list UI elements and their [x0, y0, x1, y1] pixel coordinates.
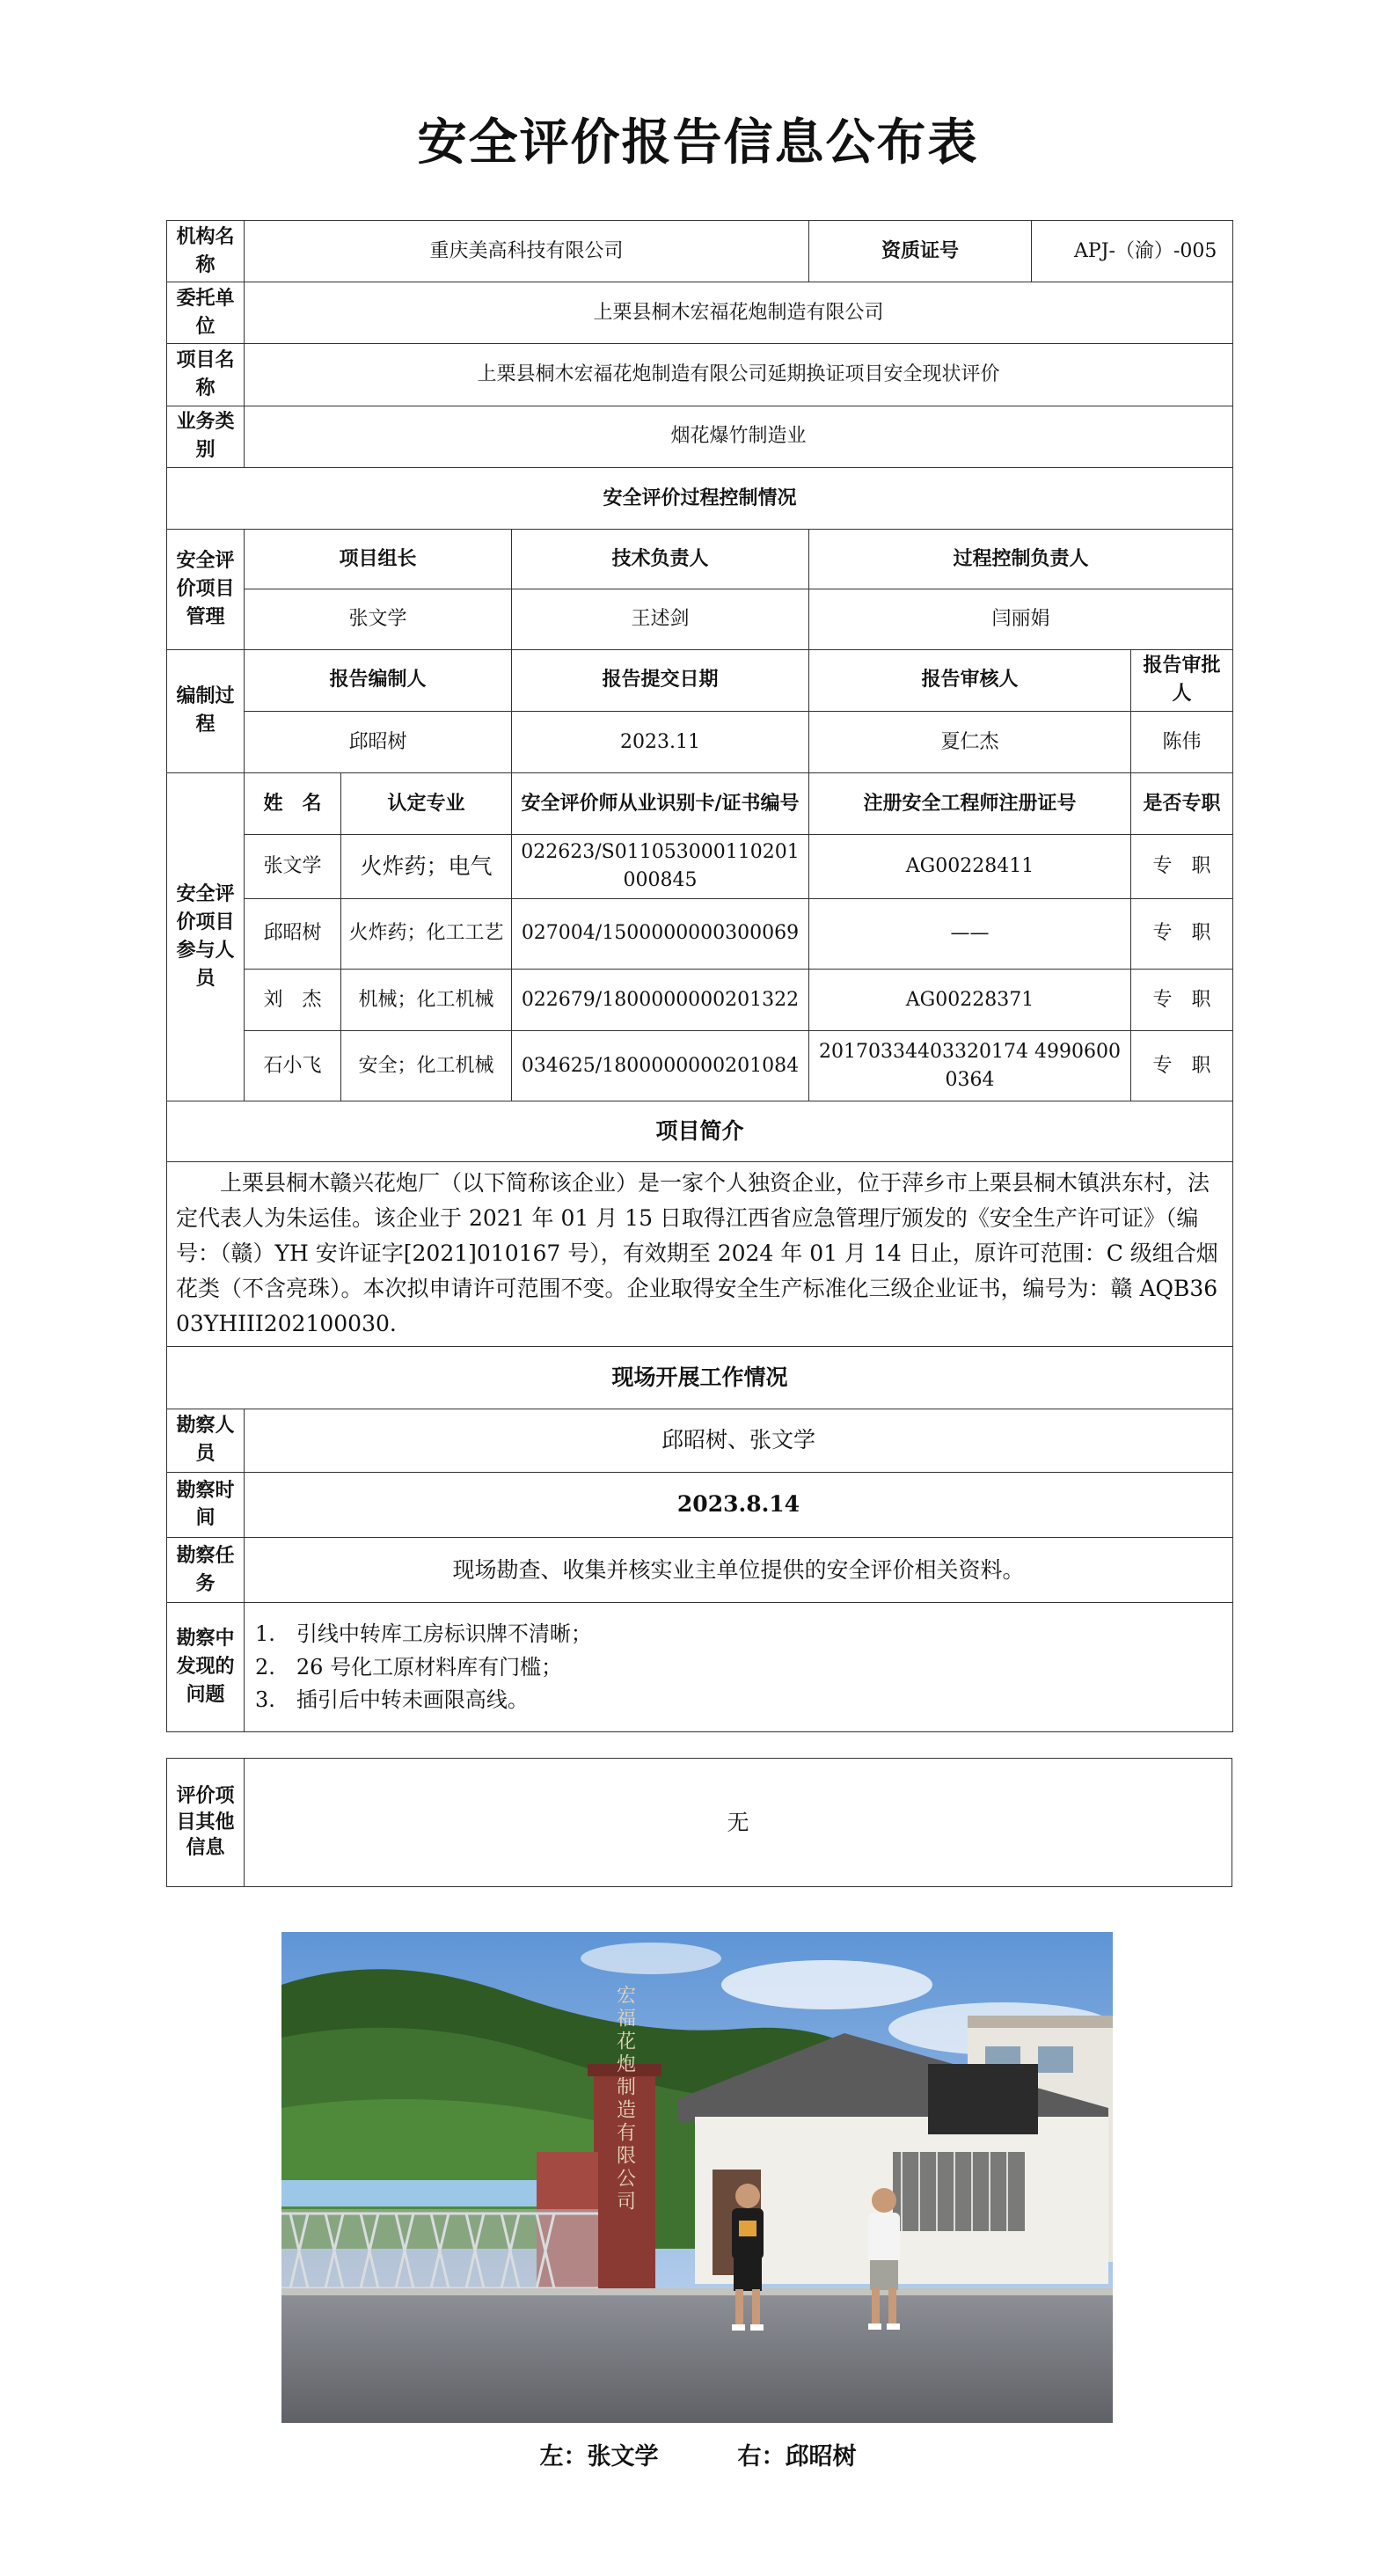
participant-major: 火炸药；电气	[341, 835, 512, 898]
management-value-row	[167, 589, 1233, 649]
participant-full: 专 职	[1131, 969, 1233, 1030]
participant-row	[167, 1031, 1233, 1101]
participant-major: 机械；化工机械	[341, 969, 512, 1030]
other-info-table	[166, 1758, 1232, 1887]
site-time-label: 勘察时间	[167, 1472, 245, 1537]
compile-header-row	[167, 649, 1233, 711]
participants-header-name: 姓 名	[245, 773, 341, 835]
participant-name: 张文学	[245, 835, 341, 898]
participants-header-full: 是否专职	[1131, 773, 1233, 835]
client-value: 上栗县桐木宏福花炮制造有限公司	[245, 282, 1233, 344]
participant-full: 专 职	[1131, 835, 1233, 898]
caption-right: 右：邱昭树	[737, 2443, 857, 2470]
participant-reg: 20170334403320174 49906000364	[809, 1031, 1131, 1101]
project-row	[167, 344, 1233, 406]
participant-row	[167, 835, 1233, 898]
management-header-row	[167, 530, 1233, 589]
participants-label: 安全评价项目参与人员	[167, 773, 245, 1101]
compile-header-author: 报告编制人	[245, 649, 512, 711]
participant-reg: ——	[809, 898, 1131, 969]
participants-header-row	[167, 773, 1233, 835]
cert-value: APJ-（渝）-005	[1032, 221, 1233, 282]
issue-item: 1. 引线中转库工房标识牌不清晰；	[255, 1621, 592, 1647]
participant-name: 刘 杰	[245, 969, 341, 1030]
site-issues-label: 勘察中发现的问题	[167, 1603, 245, 1732]
compile-author: 邱昭树	[245, 711, 512, 772]
photo-caption	[0, 2437, 1396, 2471]
site-photo	[281, 1932, 1113, 2423]
org-value: 重庆美高科技有限公司	[245, 221, 809, 282]
caption-left: 左：张文学	[539, 2443, 659, 2470]
site-issues-row	[167, 1603, 1233, 1732]
management-label: 安全评价项目管理	[167, 530, 245, 649]
intro-heading: 项目简介	[167, 1101, 1233, 1161]
client-label: 委托单位	[167, 282, 245, 344]
business-value: 烟花爆竹制造业	[245, 406, 1233, 467]
info-table	[166, 220, 1233, 1732]
participant-card: 022623/S011053000110201000845	[512, 835, 809, 898]
management-header-control: 过程控制负责人	[809, 530, 1233, 589]
process-section-heading: 安全评价过程控制情况	[167, 467, 1233, 529]
cert-label: 资质证号	[809, 221, 1032, 282]
compile-label: 编制过程	[167, 649, 245, 772]
page-title: 安全评价报告信息公布表	[417, 114, 979, 172]
intro-text-row	[167, 1161, 1233, 1347]
site-task-row	[167, 1538, 1233, 1603]
intro-heading-row	[167, 1101, 1233, 1161]
other-info-label: 评价项目其他信息	[167, 1759, 245, 1887]
participant-full: 专 职	[1131, 898, 1233, 969]
participant-major: 火炸药；化工工艺	[341, 898, 512, 969]
process-section-row	[167, 467, 1233, 529]
issue-item: 2. 26 号化工原材料库有门槛；	[255, 1654, 563, 1680]
site-photo-illustration	[281, 1932, 1113, 2423]
gate-sign-text: 宏福花炮制造有限公司	[613, 1985, 636, 2214]
participants-header-reg: 注册安全工程师注册证号	[809, 773, 1131, 835]
site-task-label: 勘察任务	[167, 1538, 245, 1603]
participant-card: 027004/1500000000300069	[512, 898, 809, 969]
org-row	[167, 221, 1233, 282]
site-heading: 现场开展工作情况	[167, 1347, 1233, 1409]
participant-full: 专 职	[1131, 1031, 1233, 1101]
site-task-value: 现场勘查、收集并核实业主单位提供的安全评价相关资料。	[245, 1538, 1233, 1603]
compile-value-row	[167, 711, 1233, 772]
site-heading-row	[167, 1347, 1233, 1409]
participant-major: 安全；化工机械	[341, 1031, 512, 1101]
management-leader: 张文学	[245, 589, 512, 649]
org-label: 机构名称	[167, 221, 245, 282]
other-info-value: 无	[245, 1759, 1232, 1887]
site-issues-list	[245, 1603, 1233, 1732]
intro-text: 上栗县桐木赣兴花炮厂（以下简称该企业）是一家个人独资企业，位于萍乡市上栗县桐木镇洪东村，法定代表人为朱运佳。该企业于 2021 年 01 月 15 日取得江西省应急管理厅颁发的《安全生产许可证》（编号：（赣）YH 安许证字[2021]010167 号），有效期至 2024 年 01 月 14 日止，原许可范围：C 级组合烟花类（不含亮珠）。本次拟申请许可范围不变。企业取得安全生产标准化三级企业证书，编号为：赣 AQB3603YHIII202100030.	[167, 1161, 1233, 1347]
participant-name: 邱昭树	[245, 898, 341, 969]
compile-approver: 陈伟	[1131, 711, 1233, 772]
compile-header-approver: 报告审批人	[1131, 649, 1233, 711]
compile-header-date: 报告提交日期	[512, 649, 809, 711]
site-time-value: 2023.8.14	[245, 1472, 1233, 1537]
participant-name: 石小飞	[245, 1031, 341, 1101]
site-staff-row	[167, 1409, 1233, 1472]
participant-row	[167, 898, 1233, 969]
business-label: 业务类别	[167, 406, 245, 467]
client-row	[167, 282, 1233, 344]
participant-reg: AG00228411	[809, 835, 1131, 898]
site-time-row	[167, 1472, 1233, 1537]
compile-date: 2023.11	[512, 711, 809, 772]
management-control: 闫丽娟	[809, 589, 1233, 649]
site-staff-value: 邱昭树、张文学	[245, 1409, 1233, 1472]
participant-card: 034625/1800000000201084	[512, 1031, 809, 1101]
business-row	[167, 406, 1233, 467]
project-label: 项目名称	[167, 344, 245, 406]
management-header-tech: 技术负责人	[512, 530, 809, 589]
issue-item: 3. 插引后中转未画限高线。	[255, 1687, 529, 1712]
compile-reviewer: 夏仁杰	[809, 711, 1131, 772]
site-staff-label: 勘察人员	[167, 1409, 245, 1472]
management-header-leader: 项目组长	[245, 530, 512, 589]
participants-header-card: 安全评价师从业识别卡/证书编号	[512, 773, 809, 835]
participant-card: 022679/1800000000201322	[512, 969, 809, 1030]
project-value: 上栗县桐木宏福花炮制造有限公司延期换证项目安全现状评价	[245, 344, 1233, 406]
participant-reg: AG00228371	[809, 969, 1131, 1030]
participant-row	[167, 969, 1233, 1030]
management-tech: 王述剑	[512, 589, 809, 649]
participants-header-major: 认定专业	[341, 773, 512, 835]
compile-header-reviewer: 报告审核人	[809, 649, 1131, 711]
